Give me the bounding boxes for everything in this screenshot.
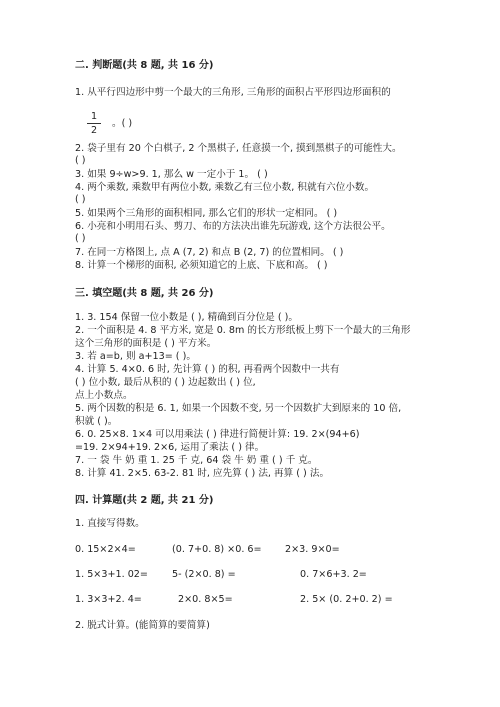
calc-item: (0. 7+0. 8) ×0. 6= <box>172 544 262 555</box>
judgement-q4-answer: ( ) <box>75 194 86 205</box>
judgement-q5: 5. 如果两个三角形的面积相同, 那么它们的形状一定相同。 ( ) <box>75 208 338 219</box>
fill-q6: 6. 0. 25×8. 1×4 可以用乘法 ( ) 律进行简便计算: 19. 2×(94+6) <box>75 429 360 440</box>
fraction-one-half <box>87 111 101 136</box>
section-title-judgement: 二. 判断题(共 8 题, 共 16 分) <box>75 60 214 71</box>
fill-q8: 8. 计算 41. 2×5. 63-2. 81 时, 应先算 ( ) 法, 再算 ( ) 法。 <box>75 468 330 479</box>
judgement-q8: 8. 计算一个梯形的面积, 必须知道它的上底、下底和高。 ( ) <box>75 260 328 271</box>
judgement-q2: 2. 袋子里有 20 个白棋子, 2 个黑棋子, 任意摸一个, 摸到黑棋子的可能性大。 <box>75 143 402 154</box>
fill-q4: 4. 计算 5. 4×0. 6 时, 先计算 ( ) 的积, 再看两个因数中一共有 <box>75 364 340 375</box>
calc-item: 5- (2×0. 8) = <box>172 569 236 580</box>
judgement-q7: 7. 在同一方格图上, 点 A (7, 2) 和点 B (2, 7) 的位置相同。 ( ) <box>75 247 344 258</box>
calc-item: 0. 7×6+3. 2= <box>300 569 367 580</box>
fraction-numerator: 1 <box>90 111 98 122</box>
judgement-q6-answer: ( ) <box>75 233 86 244</box>
calc-q1: 1. 直接写得数。 <box>75 518 145 529</box>
section-title-fill-in: 三. 填空题(共 8 题, 共 26 分) <box>75 288 214 299</box>
judgement-q1-answer: 。( ) <box>112 118 133 129</box>
calc-item: 1. 5×3+1. 02= <box>75 569 148 580</box>
judgement-q3: 3. 如果 9÷w>9. 1, 那么 w 一定小于 1。 ( ) <box>75 169 268 180</box>
calc-item: 1. 3×3+2. 4= <box>75 594 142 605</box>
fill-q1: 1. 3. 154 保留一位小数是 ( ), 精确到百分位是 ( )。 <box>75 312 298 323</box>
fraction-bar <box>87 123 101 124</box>
section-title-calculation: 四. 计算题(共 2 题, 共 21 分) <box>75 495 214 506</box>
fill-q5-cont: 积就 ( )。 <box>75 416 118 427</box>
calc-item: 2×3. 9×0= <box>285 544 340 555</box>
judgement-q1: 1. 从平行四边形中剪一个最大的三角形, 三角形的面积占平形四边形面积的 <box>75 87 391 98</box>
fill-q4-cont: ( ) 位小数, 最后从积的 ( ) 边起数出 ( ) 位, <box>75 377 256 388</box>
fill-q2: 2. 一个面积是 4. 8 平方米, 宽是 0. 8m 的长方形纸板上剪下一个最大的三角形 <box>75 325 411 336</box>
judgement-q4: 4. 两个乘数, 乘数甲有两位小数, 乘数乙有三位小数, 积就有六位小数。 <box>75 182 375 193</box>
fill-q5: 5. 两个因数的积是 6. 1, 如果一个因数不变, 另一个因数扩大到原来的 10 倍, <box>75 403 402 414</box>
fill-q2-cont: 这个三角形的面积是 ( ) 平方米。 <box>75 338 217 349</box>
calc-item: 0. 15×2×4= <box>75 544 136 555</box>
fill-q4-cont2: 点上小数点。 <box>75 390 133 401</box>
fill-q7: 7. 一 袋 牛 奶 重 1. 25 千 克, 64 袋 牛 奶 重 ( ) 千 克。 <box>75 455 318 466</box>
calc-item: 2×0. 8×5= <box>178 594 233 605</box>
judgement-q2-answer: ( ) <box>75 155 86 166</box>
calc-q2: 2. 脱式计算。(能简算的要简算) <box>75 620 210 631</box>
fill-q6-cont: =19. 2×94+19. 2×6, 运用了乘法 ( ) 律。 <box>75 442 265 453</box>
calc-item: 2. 5× (0. 2+0. 2) = <box>300 594 393 605</box>
judgement-q6: 6. 小亮和小明用石头、剪刀、布的方法决出谁先玩游戏, 这个方法很公平。 <box>75 221 391 232</box>
fill-q3: 3. 若 a=b, 则 a+13= ( )。 <box>75 351 196 362</box>
fraction-denominator: 2 <box>90 125 98 136</box>
